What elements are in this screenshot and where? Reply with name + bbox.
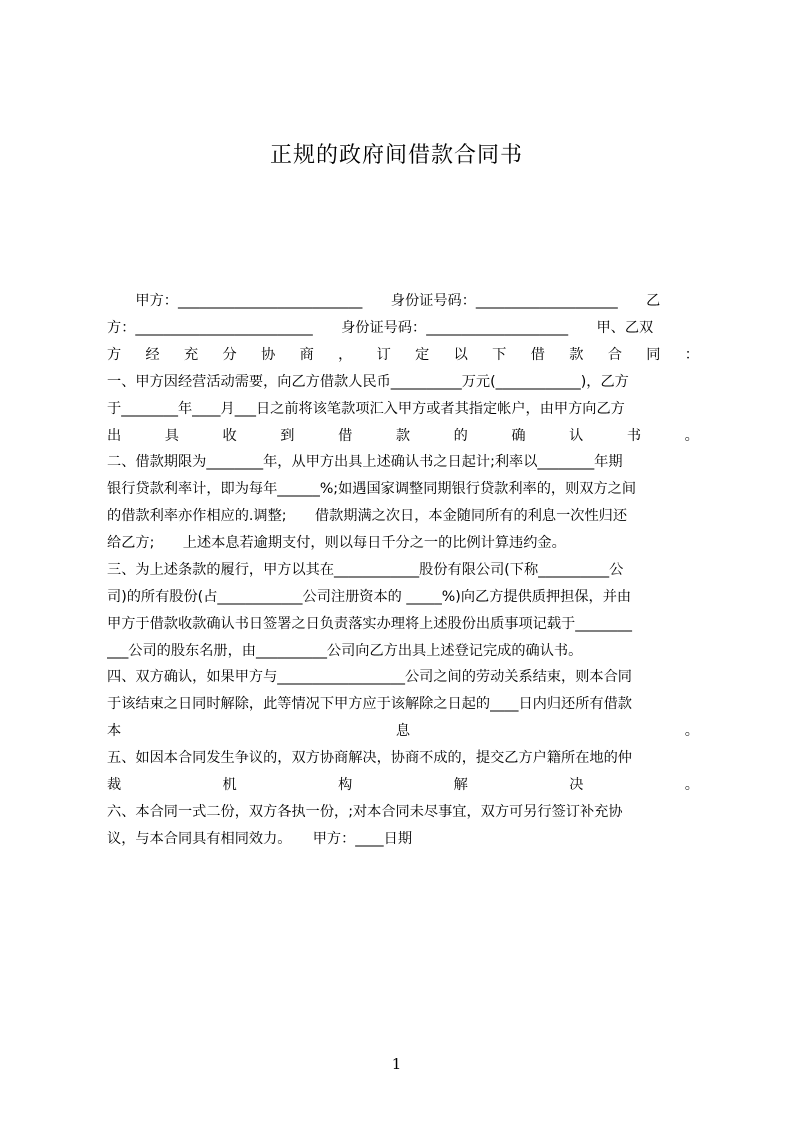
glyph: 本 [107,723,122,739]
text-line: 六、本合同一式二份，双方各执一份，;对本合同未尽事宜，双方可另行签订补充协 [107,804,623,820]
glyph: 确 [511,428,526,444]
text-line: 五、如因本合同发生争议的，双方协商解决，协商不成的，提交乙方户籍所在地的仲 [107,750,632,766]
text-line: 甲方于借款收款确认书日签署之日负责落实办理将上述股份出质事项记载于________ [107,616,632,632]
glyph: 订 [376,347,391,363]
text-line: ___公司的股东名册，由__________公司向乙方出具上述登记完成的确认书。 [107,643,583,659]
glyph: 协 [261,347,276,363]
glyph: 机 [222,777,237,793]
text-line-justified [107,775,699,795]
text-line: 三、为上述条款的履行，甲方以其在____________股份有限公司(下称__________公 [107,562,624,578]
glyph: ： [684,347,699,363]
glyph: 。 [684,777,699,793]
glyph: 款 [395,428,411,444]
glyph: 分 [222,347,237,363]
text-line: 银行贷款利率计，即为每年______%;如遇国家调整同期银行贷款利率的，则双方之间 [107,481,637,497]
text-line: 于________年____月___日之前将该笔款项汇入甲方或者其指定帐户，由甲方向乙方 [107,401,625,417]
glyph: 收 [222,428,237,444]
glyph: 借 [338,428,353,444]
glyph: 。 [684,428,699,444]
text-line-justified [107,721,699,741]
glyph: 构 [338,777,353,793]
glyph: 到 [280,428,295,444]
text-line: 一、甲方因经营活动需要，向乙方借款人民币__________万元(____________)，乙方 [107,374,629,390]
glyph: 认 [569,428,584,444]
glyph: 出 [107,428,122,444]
text-line: 司)的所有股份(占____________公司注册资本的 _____%)向乙方提供质押担保，并由 [107,589,632,605]
glyph: 解 [453,777,468,793]
glyph: 借 [530,347,545,363]
glyph: 决 [569,777,584,793]
glyph: 裁 [107,777,122,793]
text-line: 给乙方; 上述本息若逾期支付，则以每日千分之一的比例计算违约金。 [107,535,566,551]
text-line: 二、借款期限为________年，从甲方出具上述确认书之日起计;利率以________年期 [107,454,623,470]
glyph: 方 [107,347,122,363]
glyph: 合 [607,347,622,363]
glyph: 充 [184,347,199,363]
glyph: 同 [646,347,661,363]
glyph: 商 [299,347,314,363]
text-line-justified [107,345,699,365]
glyph: 的 [453,428,468,444]
document-title: 正规的政府间借款合同书 [269,143,523,168]
glyph: 书 [626,428,642,444]
glyph: 息 [395,723,411,739]
page-number: 1 [391,1055,402,1073]
glyph: 以 [453,347,468,363]
glyph: 具 [164,428,179,444]
text-line: 方：_________________________ 身份证号码：____________________ 甲、乙双 [107,320,654,336]
glyph: ， [338,347,353,363]
text-line: 的借款利率亦作相应的.调整; 借款期满之次日，本金随同所有的利息一次性归还 [107,508,628,524]
text-line: 议，与本合同具有相同效力。 甲方：____日期 [107,831,413,847]
text-line-justified [107,426,699,446]
text-line: 四、双方确认，如果甲方与__________________公司之间的劳动关系结束，则本合同 [107,669,632,685]
glyph: 下 [492,347,507,363]
glyph: 款 [569,347,584,363]
glyph: 。 [684,723,699,739]
glyph: 经 [145,347,160,363]
text-line: 甲方：__________________________ 身份证号码：____________________ 乙 [107,293,661,309]
text-line: 于该结束之日同时解除，此等情况下甲方应于该解除之日起的____日内归还所有借款 [107,696,632,712]
glyph: 定 [415,347,430,363]
